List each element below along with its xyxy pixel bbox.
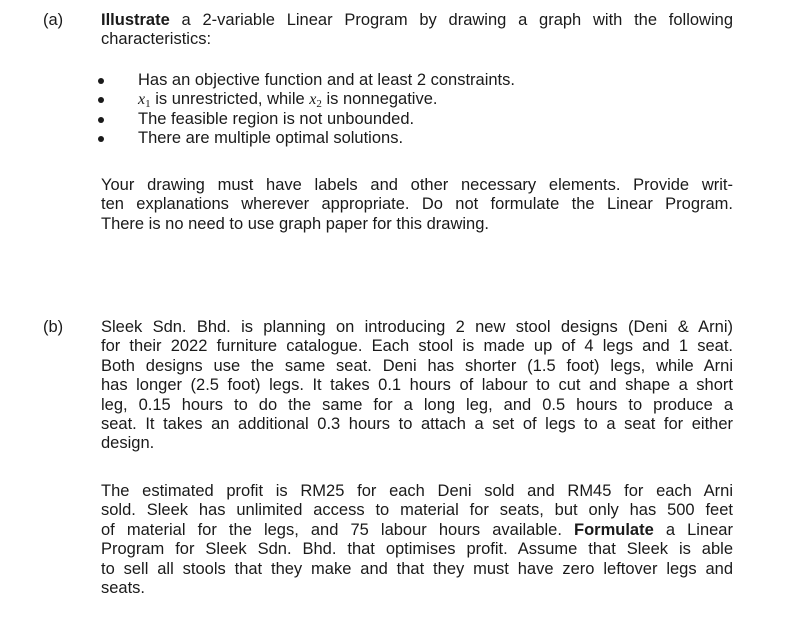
paragraph-line: Program for Sleek Sdn. Bhd. that optimises profit. Assume that Sleek is able (101, 540, 733, 559)
question-label-a: (a) (43, 11, 64, 29)
list-item: There are multiple optimal solutions. (101, 129, 701, 148)
paragraph-line: to sell all stools that they make and that they must have zero leftover legs and (101, 559, 733, 578)
instruction-line: ten explanations wherever appropriate. Do not formulate the Linear Program. (101, 195, 733, 214)
part-a-intro-line-2: characteristics: (101, 30, 212, 49)
paragraph-line: seat. It takes an additional 0.3 hours to attach a set of legs to a seat for either (101, 415, 733, 434)
part-a-intro-line-1: Illustrate a 2-variable Linear Program by drawing a graph with the following (101, 11, 733, 29)
question-label-b: (b) (43, 318, 64, 336)
list-item: The feasible region is not unbounded. (101, 110, 701, 129)
paragraph-line: Sleek Sdn. Bhd. is planning on introducing 2 new stool designs (Deni & Arni) (101, 318, 733, 336)
characteristics-list (101, 71, 701, 149)
paragraph-line: for their 2022 furniture catalogue. Each stool is made up of 4 legs and 1 seat. (101, 337, 733, 356)
paragraph-line: sold. Sleek has unlimited access to material for seats, but only has 500 feet (101, 501, 733, 520)
part-a-instructions (101, 176, 733, 234)
variable-x1: $x_1$ (138, 91, 151, 111)
bullet-icon (98, 136, 104, 142)
part-b-paragraph-1 (101, 318, 733, 454)
list-item: $x_1$ is unrestricted, while $x_2$ is nonnegative. (101, 90, 701, 109)
paragraph-line: design. (101, 434, 155, 453)
instruction-line: Your drawing must have labels and other necessary elements. Provide writ- (101, 176, 733, 194)
bullet-icon (98, 97, 104, 103)
paragraph-line: leg, 0.15 hours to do the same for a long leg, and 0.5 hours to produce a (101, 395, 733, 414)
paragraph-line: The estimated profit is RM25 for each Deni sold and RM45 for each Arni (101, 482, 733, 500)
variable-x2: $x_2$ (309, 91, 322, 111)
illustrate-keyword: Illustrate (101, 11, 170, 29)
list-item: Has an objective function and at least 2 constraints. (101, 71, 701, 90)
instruction-line: There is no need to use graph paper for this drawing. (101, 214, 489, 233)
paragraph-line: seats. (101, 579, 146, 598)
paragraph-line: of material for the legs, and 75 labour hours available. Formulate a Linear (101, 520, 733, 539)
bullet-icon (98, 78, 104, 84)
part-b-paragraph-2 (101, 482, 733, 598)
formulate-keyword: Formulate (574, 520, 654, 539)
paragraph-line: Both designs use the same seat. Deni has shorter (1.5 foot) legs, while Arni (101, 356, 733, 375)
paragraph-line: has longer (2.5 foot) legs. It takes 0.1 hours of labour to cut and shape a short (101, 376, 733, 395)
bullet-icon (98, 117, 104, 123)
part-a-intro (101, 11, 733, 50)
